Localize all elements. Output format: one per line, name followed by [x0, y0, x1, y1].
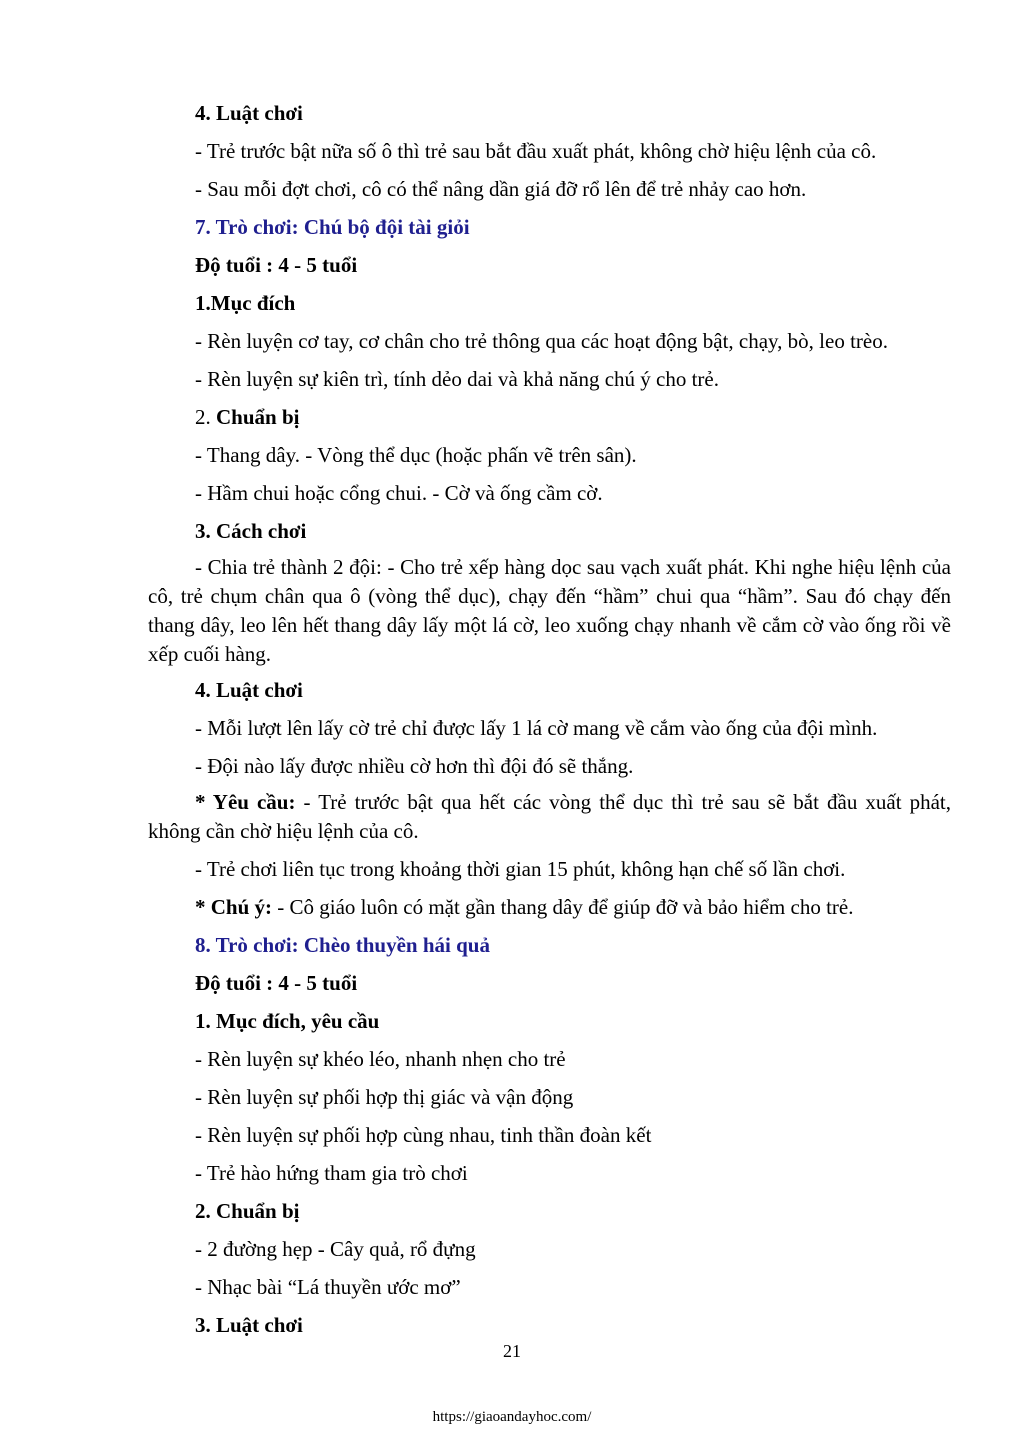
age-label: Độ tuổi : 4 - 5 tuổi	[195, 253, 358, 277]
rule-item: - Trẻ trước bật nữa số ô thì trẻ sau bắt đầu xuất phát, không chờ hiệu lệnh của cô.	[195, 139, 877, 163]
purpose-heading: 1. Mục đích, yêu cầu	[195, 1009, 380, 1033]
preparation-item: - 2 đường hẹp - Cây quả, rổ đựng	[195, 1237, 476, 1261]
requirement-paragraph	[148, 788, 951, 846]
preparation-item: - Thang dây. - Vòng thể dục (hoặc phấn vẽ trên sân).	[195, 443, 637, 467]
rule-item: - Sau mỗi đợt chơi, cô có thể nâng dần giá đỡ rổ lên để trẻ nhảy cao hơn.	[195, 177, 807, 201]
game-8-title: 8. Trò chơi: Chèo thuyền hái quả	[195, 933, 490, 957]
purpose-item: - Rèn luyện sự phối hợp thị giác và vận động	[195, 1085, 574, 1109]
age-label: Độ tuổi : 4 - 5 tuổi	[195, 971, 358, 995]
duration-item: - Trẻ chơi liên tục trong khoảng thời gian 15 phút, không hạn chế số lần chơi.	[195, 857, 846, 881]
game-7-title: 7. Trò chơi: Chú bộ đội tài giỏi	[195, 215, 470, 239]
preparation-item: - Hầm chui hoặc cổng chui. - Cờ và ống cầm cờ.	[195, 481, 603, 505]
rule-item: - Mỗi lượt lên lấy cờ trẻ chỉ được lấy 1 lá cờ mang về cắm vào ống của đội mình.	[195, 716, 878, 740]
purpose-item: - Rèn luyện sự kiên trì, tính dẻo dai và khả năng chú ý cho trẻ.	[195, 367, 719, 391]
preparation-item: - Nhạc bài “Lá thuyền ước mơ”	[195, 1275, 461, 1299]
purpose-item: - Rèn luyện cơ tay, cơ chân cho trẻ thông qua các hoạt động bật, chạy, bò, leo trèo.	[195, 329, 888, 353]
note-text: - Cô giáo luôn có mặt gần thang dây để giúp đỡ và bảo hiểm cho trẻ.	[272, 895, 854, 919]
rule-item: - Đội nào lấy được nhiều cờ hơn thì đội đó sẽ thắng.	[195, 754, 634, 778]
purpose-heading: 1.Mục đích	[195, 291, 296, 315]
rule-heading: 4. Luật chơi	[195, 101, 303, 125]
rule-heading: 3. Luật chơi	[195, 1313, 303, 1337]
note-line	[195, 894, 854, 920]
preparation-heading	[195, 404, 299, 430]
how-to-play-paragraph: - Chia trẻ thành 2 đội: - Cho trẻ xếp hàng dọc sau vạch xuất phát. Khi nghe hiệu lệnh của cô, trẻ chụm chân qua ô (vòng thể dục), chạy đến “hầm” chui qua “hầm”. Sau đó chạy đến thang dây, leo lên hết thang dây lấy một lá cờ, leo xuống chạy nhanh về cắm cờ vào ống rồi về xếp cuối hàng.	[148, 555, 951, 666]
requirement-label: * Yêu cầu:	[195, 790, 296, 814]
preparation-heading-number: 2.	[195, 405, 216, 429]
requirement-text: - Trẻ trước bật qua hết các vòng thể dục thì trẻ sau sẽ bắt đầu xuất phát, không cần chờ hiệu lệnh của cô.	[148, 790, 951, 843]
footer-url[interactable]: https://giaoandayhoc.com/	[432, 1409, 592, 1425]
purpose-item: - Rèn luyện sự phối hợp cùng nhau, tinh thần đoàn kết	[195, 1123, 652, 1147]
purpose-item: - Rèn luyện sự khéo léo, nhanh nhẹn cho trẻ	[195, 1047, 566, 1071]
rule-heading: 4. Luật chơi	[195, 678, 303, 702]
how-to-play-heading: 3. Cách chơi	[195, 519, 307, 543]
preparation-heading-text: Chuẩn bị	[216, 405, 300, 429]
page-number: 21	[503, 1341, 521, 1361]
preparation-heading: 2. Chuẩn bị	[195, 1199, 300, 1223]
purpose-item: - Trẻ hào hứng tham gia trò chơi	[195, 1161, 468, 1185]
note-label: * Chú ý:	[195, 895, 273, 919]
